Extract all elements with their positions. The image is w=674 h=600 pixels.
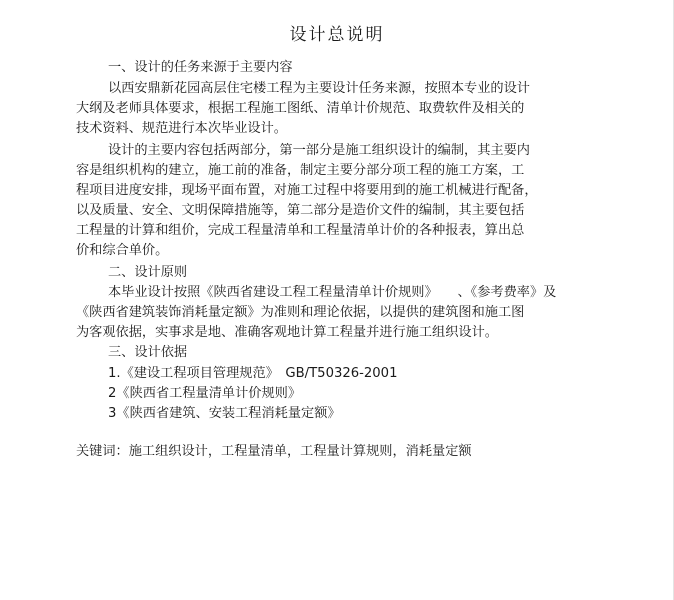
section2-heading: 二、设计原则 — [108, 265, 188, 280]
section2-para-line2: 《陕西省建筑装饰消耗量定额》为准则和理论依据，以提供的建筑图和施工图 — [76, 305, 525, 320]
section3-item-3: 3《陕西省建筑、安装工程消耗量定额》 — [108, 406, 341, 421]
section3-heading: 三、设计依据 — [108, 345, 188, 360]
section1-para1-line1: 以西安鼎新花园高层住宅楼工程为主要设计任务来源，按照本专业的设计 — [108, 81, 530, 96]
section3-item-2: 2《陕西省工程量清单计价规则》 — [108, 386, 302, 401]
section1-para2-line3: 程项目进度安排，现场平面布置，对施工过程中将要用到的施工机械进行配备， — [76, 183, 538, 198]
section1-para2-line5: 工程量的计算和组价，完成工程量清单和工程量清单计价的各种报表，算出总 — [76, 223, 525, 238]
section1-para2-line6: 价和综合单价。 — [76, 243, 169, 258]
section1-para2-line1: 设计的主要内容包括两部分，第一部分是施工组织设计的编制，其主要内 — [108, 143, 530, 158]
section3-item-1: 1.《建设工程项目管理规范》 GB/T50326-2001 — [108, 366, 398, 381]
section1-para1-line2: 大纲及老师具体要求，根据工程施工图纸、清单计价规范、取费软件及相关的 — [76, 101, 525, 116]
section2-para-line3: 为客观依据，实事求是地、准确客观地计算工程量并进行施工组织设计。 — [76, 325, 498, 340]
section1-heading: 一、设计的任务来源于主要内容 — [108, 60, 293, 75]
document-title: 设计总说明 — [289, 25, 385, 45]
keywords-line: 关键词：施工组织设计，工程量清单，工程量计算规则，消耗量定额 — [76, 444, 472, 459]
section1-para2-line2: 容是组织机构的建立，施工前的准备，制定主要分部分项工程的施工方案，工 — [76, 163, 525, 178]
section1-para2-line4: 以及质量、安全、文明保障措施等，第二部分是造价文件的编制，其主要包括 — [76, 203, 525, 218]
section1-para1-line3: 技术资料、规范进行本次毕业设计。 — [76, 121, 287, 136]
section2-para-line1: 本毕业设计按照《陕西省建设工程工程量清单计价规则》 、《参考费率》及 — [108, 285, 557, 300]
